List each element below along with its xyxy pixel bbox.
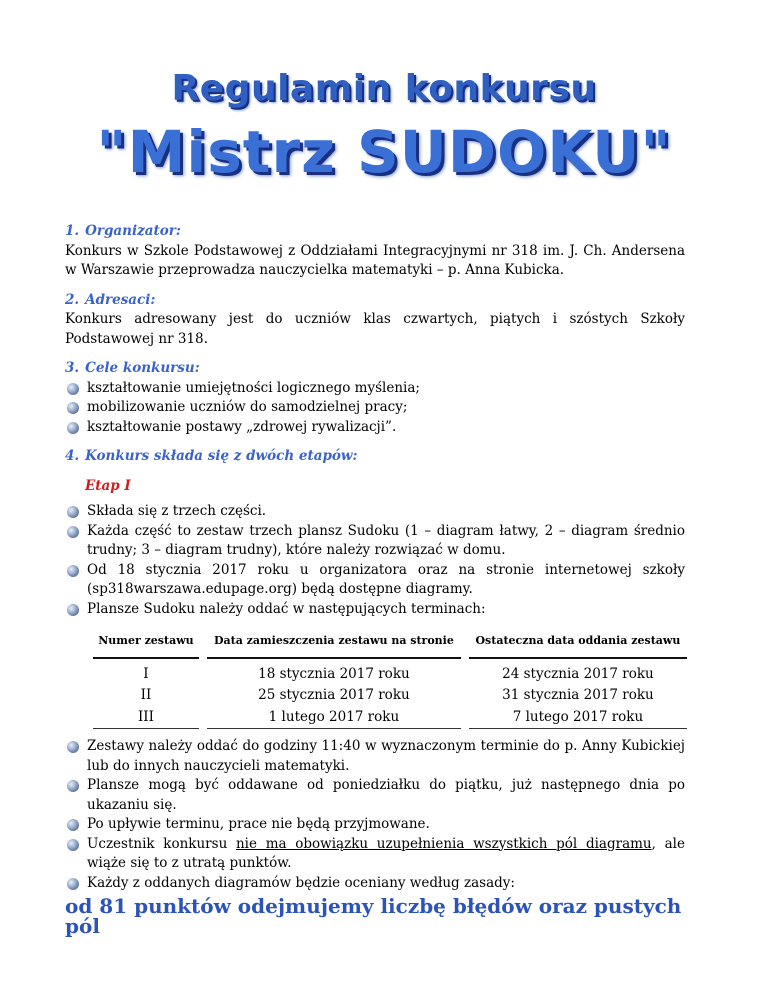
list-item: Każdy z oddanych diagramów będzie oceniany według zasady: bbox=[87, 874, 685, 894]
table-cell: 31 stycznia 2017 roku bbox=[502, 687, 654, 703]
section-heading-recipients: 2. Adresaci: bbox=[65, 291, 156, 308]
section-heading-goals: 3. Cele konkursu: bbox=[65, 360, 200, 376]
list-item: Po upływie terminu, prace nie będą przyjmowane. bbox=[87, 815, 685, 835]
table-cell: III bbox=[93, 707, 199, 730]
goals-list bbox=[65, 379, 685, 438]
bullet-icon bbox=[67, 604, 79, 616]
bullet-icon bbox=[67, 839, 79, 851]
list-item: Plansze mogą być oddawane od poniedziałku do piątku, już następnego dnia po ukazaniu się. bbox=[87, 776, 685, 815]
table-cell: 1 lutego 2017 roku bbox=[207, 707, 461, 730]
stage-label: Etap I bbox=[85, 477, 131, 494]
table-cell: I bbox=[143, 665, 149, 682]
table-row bbox=[93, 707, 687, 730]
table-cell: 24 stycznia 2017 roku bbox=[502, 665, 654, 682]
bullet-icon bbox=[67, 402, 79, 414]
list-item: Od 18 stycznia 2017 roku u organizatora oraz na stronie internetowej szkoły (sp318warszawa.edupage.org) będą dostępne diagramy. bbox=[87, 561, 685, 600]
table-cell: 7 lutego 2017 roku bbox=[469, 707, 687, 730]
bullet-icon bbox=[67, 780, 79, 792]
scoring-rule: od 81 punktów odejmujemy liczbę błędów oraz pustych pól bbox=[65, 894, 682, 938]
page-title: Regulamin konkursu bbox=[171, 68, 597, 109]
list-item: Każda część to zestaw trzech plansz Sudoku (1 – diagram łatwy, 2 – diagram średnio trudny; 3 – diagram trudny), które należy rozwiązać w domu. bbox=[87, 522, 685, 561]
bullet-icon bbox=[67, 819, 79, 831]
section-heading-stages: 4. Konkurs składa się z dwóch etapów: bbox=[65, 448, 358, 464]
table-row bbox=[93, 659, 687, 686]
table-header-row bbox=[93, 627, 687, 659]
list-item: kształtowanie umiejętności logicznego myślenia; bbox=[87, 379, 685, 399]
list-item: Plansze Sudoku należy oddać w następujących terminach: bbox=[87, 600, 685, 620]
column-header: Data zamieszczenia zestawu na stronie bbox=[207, 627, 461, 659]
column-header: Ostateczna data oddania zestawu bbox=[469, 627, 687, 659]
organizer-text: Konkurs w Szkole Podstawowej z Oddziałami Integracyjnymi nr 318 im. J. Ch. Andersena w Warszawie przeprowadza nauczycielka matematyki – p. Anna Kubicka. bbox=[65, 242, 685, 278]
list-item: Uczestnik konkursu nie ma obowiązku uzupełnienia wszystkich pól diagramu, ale wiąże się to z utratą punktów. bbox=[87, 835, 685, 874]
list-item: mobilizowanie uczniów do samodzielnej pracy; bbox=[87, 398, 685, 418]
submission-rules-list bbox=[65, 737, 685, 893]
stage-rules-list bbox=[65, 502, 685, 619]
list-item: Składa się z trzech części. bbox=[87, 502, 685, 522]
bullet-icon bbox=[67, 506, 79, 518]
table-row bbox=[93, 685, 687, 707]
regulations-body bbox=[65, 222, 685, 936]
column-header: Numer zestawu bbox=[93, 627, 199, 659]
list-item: kształtowanie postawy „zdrowej rywalizacji”. bbox=[87, 418, 685, 438]
bullet-icon bbox=[67, 526, 79, 538]
bullet-icon bbox=[67, 565, 79, 577]
bullet-icon bbox=[67, 741, 79, 753]
table-cell: 18 stycznia 2017 roku bbox=[258, 665, 410, 682]
recipients-text: Konkurs adresowany jest do uczniów klas czwartych, piątych i szóstych Szkoły Podstawowej nr 318. bbox=[65, 311, 685, 347]
table-cell: II bbox=[140, 687, 152, 703]
list-item: Zestawy należy oddać do godziny 11:40 w wyznaczonym terminie do p. Anny Kubickiej lub do innych nauczycieli matematyki. bbox=[87, 737, 685, 776]
table-cell: 25 stycznia 2017 roku bbox=[258, 687, 410, 703]
schedule-table bbox=[85, 627, 695, 729]
contest-name: "Mistrz SUDOKU" bbox=[96, 118, 672, 186]
section-heading-organizer: 1. Organizator: bbox=[65, 223, 181, 239]
bullet-icon bbox=[67, 878, 79, 890]
bullet-icon bbox=[67, 422, 79, 434]
bullet-icon bbox=[67, 383, 79, 395]
